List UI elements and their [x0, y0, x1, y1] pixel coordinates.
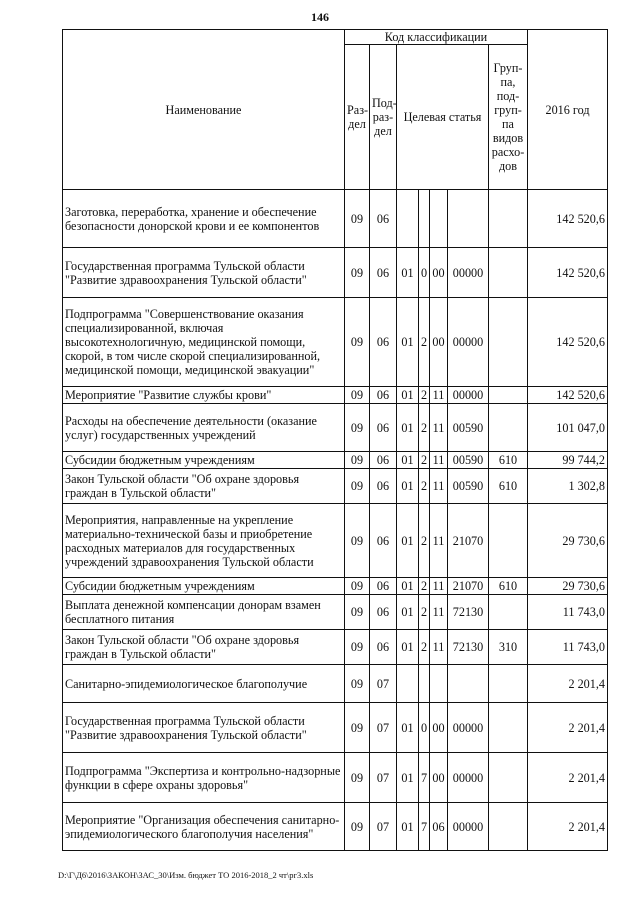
row-amount: 101 047,0 [528, 404, 608, 452]
row-name: Мероприятие "Организация обеспечения санитарно-эпидемиологического благополучия населения" [63, 803, 345, 851]
row-amount: 29 730,6 [528, 578, 608, 595]
row-activity: 11 [430, 469, 448, 504]
row-subsection: 06 [370, 404, 397, 452]
row-amount: 142 520,6 [528, 190, 608, 248]
table-row [63, 452, 608, 469]
table-row [63, 578, 608, 595]
header-section: Раз- дел [345, 45, 370, 190]
row-name: Санитарно-эпидемиологическое благополучие [63, 665, 345, 703]
table-row [63, 665, 608, 703]
row-program: 01 [397, 469, 419, 504]
row-subprogram: 7 [419, 803, 430, 851]
table-row [63, 753, 608, 803]
row-section: 09 [345, 387, 370, 404]
row-subsection: 06 [370, 469, 397, 504]
row-activity: 11 [430, 452, 448, 469]
row-section: 09 [345, 595, 370, 630]
row-program: 01 [397, 595, 419, 630]
row-section: 09 [345, 469, 370, 504]
row-subprogram: 2 [419, 578, 430, 595]
row-program: 01 [397, 753, 419, 803]
row-expense-group [489, 753, 528, 803]
row-direction: 00000 [448, 803, 489, 851]
row-section: 09 [345, 404, 370, 452]
row-program: 01 [397, 630, 419, 665]
row-direction: 00000 [448, 753, 489, 803]
row-name: Расходы на обеспечение деятельности (оказание услуг) государственных учреждений [63, 404, 345, 452]
row-activity: 00 [430, 703, 448, 753]
row-subprogram: 2 [419, 504, 430, 578]
row-amount: 2 201,4 [528, 803, 608, 851]
table-body [63, 190, 608, 851]
table-row [63, 803, 608, 851]
row-expense-group [489, 298, 528, 387]
row-subsection: 07 [370, 665, 397, 703]
table-row [63, 469, 608, 504]
row-activity [430, 190, 448, 248]
row-name: Мероприятие "Развитие службы крови" [63, 387, 345, 404]
row-amount: 142 520,6 [528, 248, 608, 298]
row-expense-group [489, 248, 528, 298]
row-subprogram: 2 [419, 404, 430, 452]
table-row [63, 404, 608, 452]
row-program: 01 [397, 452, 419, 469]
row-program: 01 [397, 248, 419, 298]
row-amount: 142 520,6 [528, 387, 608, 404]
row-subprogram: 7 [419, 753, 430, 803]
table-row [63, 703, 608, 753]
row-direction: 00000 [448, 298, 489, 387]
row-section: 09 [345, 753, 370, 803]
row-expense-group: 610 [489, 452, 528, 469]
row-amount: 2 201,4 [528, 703, 608, 753]
row-direction: 21070 [448, 578, 489, 595]
row-direction: 00000 [448, 703, 489, 753]
row-program: 01 [397, 578, 419, 595]
row-direction [448, 190, 489, 248]
row-subprogram [419, 190, 430, 248]
header-target-item: Целевая статья [397, 45, 489, 190]
row-subprogram: 2 [419, 630, 430, 665]
row-program: 01 [397, 404, 419, 452]
row-amount: 2 201,4 [528, 665, 608, 703]
row-section: 09 [345, 248, 370, 298]
row-activity: 00 [430, 248, 448, 298]
header-year: 2016 год [528, 30, 608, 190]
row-section: 09 [345, 504, 370, 578]
row-activity: 06 [430, 803, 448, 851]
row-subsection: 07 [370, 803, 397, 851]
file-path-footer: D:\Г\Д6\2016\ЗАКОН\ЗАС_30\Изм. бюджет ТО 2016-2018_2 чт\рг3.xls [58, 870, 314, 880]
row-amount: 2 201,4 [528, 753, 608, 803]
row-name: Закон Тульской области "Об охране здоровья граждан в Тульской области" [63, 630, 345, 665]
row-subsection: 06 [370, 504, 397, 578]
row-section: 09 [345, 703, 370, 753]
row-amount: 11 743,0 [528, 630, 608, 665]
row-subsection: 06 [370, 248, 397, 298]
row-expense-group: 610 [489, 578, 528, 595]
row-expense-group [489, 387, 528, 404]
row-program: 01 [397, 504, 419, 578]
row-section: 09 [345, 578, 370, 595]
row-subsection: 06 [370, 190, 397, 248]
row-activity: 00 [430, 298, 448, 387]
row-expense-group [489, 190, 528, 248]
budget-table [62, 29, 608, 851]
row-name: Заготовка, переработка, хранение и обеспечение безопасности донорской крови и ее компонентов [63, 190, 345, 248]
row-expense-group [489, 665, 528, 703]
row-section: 09 [345, 452, 370, 469]
table-row [63, 298, 608, 387]
row-section: 09 [345, 665, 370, 703]
row-activity: 11 [430, 578, 448, 595]
row-amount: 1 302,8 [528, 469, 608, 504]
row-subsection: 06 [370, 595, 397, 630]
row-expense-group [489, 404, 528, 452]
row-amount: 11 743,0 [528, 595, 608, 630]
row-subprogram [419, 665, 430, 703]
row-name: Государственная программа Тульской области "Развитие здравоохранения Тульской области" [63, 703, 345, 753]
table-row [63, 630, 608, 665]
row-activity [430, 665, 448, 703]
row-name: Субсидии бюджетным учреждениям [63, 578, 345, 595]
row-program [397, 190, 419, 248]
header-subsection: Под- раз- дел [370, 45, 397, 190]
row-name: Субсидии бюджетным учреждениям [63, 452, 345, 469]
row-program: 01 [397, 803, 419, 851]
row-direction: 72130 [448, 630, 489, 665]
row-expense-group: 610 [489, 469, 528, 504]
row-direction: 00000 [448, 387, 489, 404]
row-expense-group [489, 703, 528, 753]
row-name: Выплата денежной компенсации донорам взамен бесплатного питания [63, 595, 345, 630]
row-section: 09 [345, 298, 370, 387]
row-subsection: 06 [370, 630, 397, 665]
row-subprogram: 2 [419, 298, 430, 387]
row-program: 01 [397, 387, 419, 404]
row-subprogram: 2 [419, 452, 430, 469]
row-subsection: 06 [370, 387, 397, 404]
row-activity: 11 [430, 404, 448, 452]
row-subprogram: 2 [419, 387, 430, 404]
row-direction [448, 665, 489, 703]
row-direction: 21070 [448, 504, 489, 578]
row-expense-group [489, 504, 528, 578]
table-row [63, 595, 608, 630]
row-activity: 11 [430, 595, 448, 630]
row-activity: 11 [430, 630, 448, 665]
row-program: 01 [397, 298, 419, 387]
row-direction: 72130 [448, 595, 489, 630]
row-name: Подпрограмма "Совершенствование оказания специализированной, включая высокотехнологичную, медицинской помощи, скорой, в том числе скорой специализированной, медицинской помощи, медицинской эвакуации" [63, 298, 345, 387]
header-classification: Код классификации [345, 30, 528, 45]
header-name: Наименование [63, 30, 345, 190]
row-subsection: 07 [370, 703, 397, 753]
row-name: Мероприятия, направленные на укрепление материально-технической базы и приобретение расходных материалов для государственных учреждений здравоохранения Тульской области [63, 504, 345, 578]
row-program: 01 [397, 703, 419, 753]
row-activity: 00 [430, 753, 448, 803]
table-row [63, 504, 608, 578]
row-direction: 00590 [448, 469, 489, 504]
row-expense-group: 310 [489, 630, 528, 665]
row-direction: 00590 [448, 404, 489, 452]
row-activity: 11 [430, 387, 448, 404]
row-expense-group [489, 595, 528, 630]
row-name: Подпрограмма "Экспертиза и контрольно-надзорные функции в сфере охраны здоровья" [63, 753, 345, 803]
row-amount: 99 744,2 [528, 452, 608, 469]
row-amount: 142 520,6 [528, 298, 608, 387]
row-direction: 00590 [448, 452, 489, 469]
row-subsection: 07 [370, 753, 397, 803]
row-section: 09 [345, 803, 370, 851]
row-name: Государственная программа Тульской области "Развитие здравоохранения Тульской области" [63, 248, 345, 298]
table-row [63, 387, 608, 404]
row-subsection: 06 [370, 578, 397, 595]
row-expense-group [489, 803, 528, 851]
row-name: Закон Тульской области "Об охране здоровья граждан в Тульской области" [63, 469, 345, 504]
row-subprogram: 2 [419, 595, 430, 630]
table-row [63, 190, 608, 248]
row-direction: 00000 [448, 248, 489, 298]
row-section: 09 [345, 190, 370, 248]
page-number: 146 [311, 10, 329, 24]
table-row [63, 248, 608, 298]
row-subprogram: 0 [419, 703, 430, 753]
row-subsection: 06 [370, 298, 397, 387]
row-amount: 29 730,6 [528, 504, 608, 578]
header-expense-group: Груп- па, под- груп- па видов расхо- дов [489, 45, 528, 190]
row-section: 09 [345, 630, 370, 665]
row-subprogram: 2 [419, 469, 430, 504]
row-subprogram: 0 [419, 248, 430, 298]
row-subsection: 06 [370, 452, 397, 469]
row-program [397, 665, 419, 703]
row-activity: 11 [430, 504, 448, 578]
